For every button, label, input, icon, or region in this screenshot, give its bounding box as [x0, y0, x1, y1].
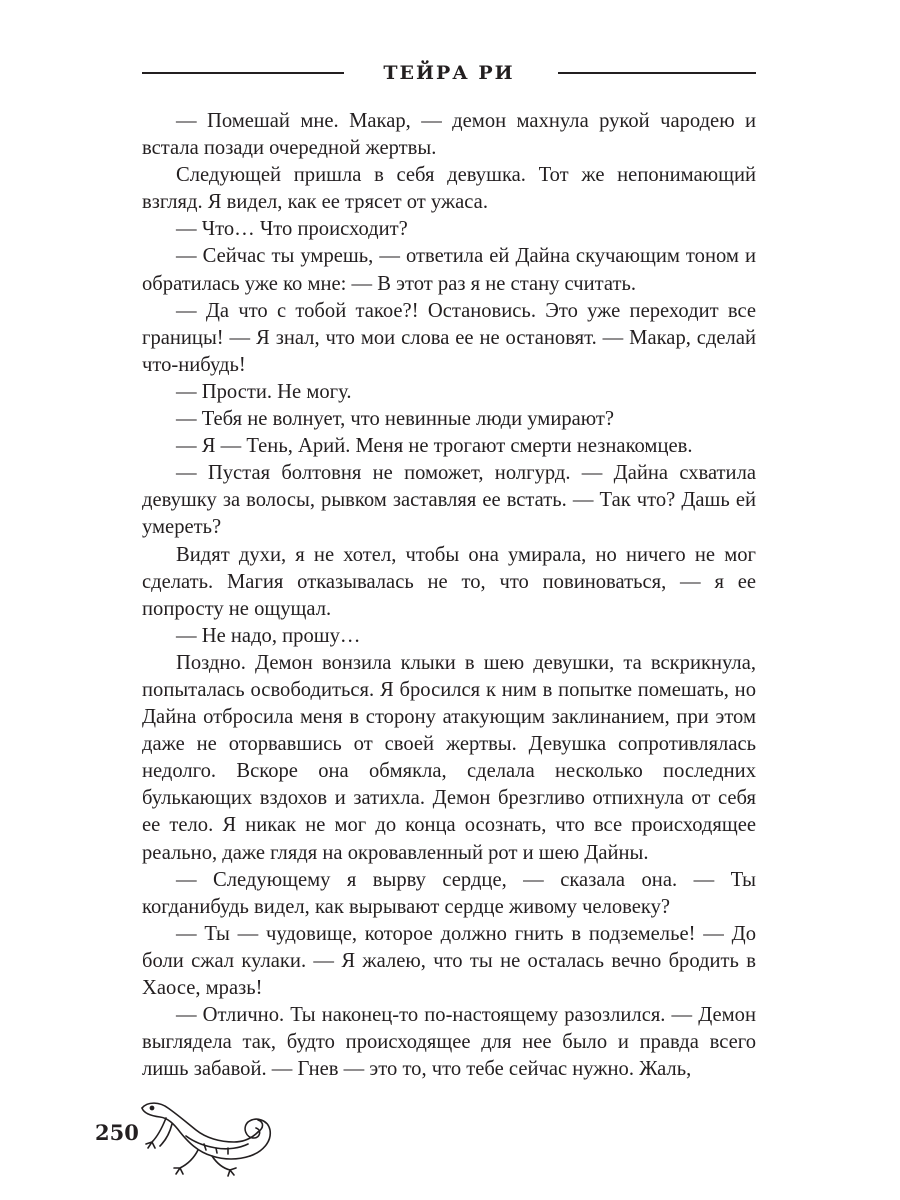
paragraph: — Да что с тобой такое?! Остановись. Это уже переходит все границы! — Я знал, что мои слова ее не остановят. — Макар, сделай что-нибудь!	[142, 299, 756, 376]
running-title: ТЕЙРА РИ	[383, 62, 515, 84]
paragraph: — Я — Тень, Арий. Меня не трогают смерти незнакомцев.	[176, 435, 693, 458]
lizard-icon	[138, 1098, 278, 1180]
paragraph: — Ты — чудовище, которое должно гнить в подземелье! — До боли сжал кулаки. — Я жалею, что ты не осталась вечно бродить в Хаосе, мразь!	[142, 922, 756, 999]
page-number: 250	[95, 1120, 139, 1145]
paragraph: Следующей пришла в себя девушка. Тот же непонимающий взгляд. Я видел, как ее трясет от ужаса.	[142, 164, 756, 214]
header-rule-right	[558, 72, 756, 74]
paragraph: — Сейчас ты умрешь, — ответила ей Дайна скучающим тоном и обратилась уже ко мне: — В этот раз я не стану считать.	[142, 245, 756, 295]
paragraph: — Следующему я вырву сердце, — сказала она. — Ты когданибудь видел, как вырывают сердце живому человеку?	[142, 868, 756, 918]
running-header	[142, 58, 756, 88]
paragraph: — Помешай мне. Макар, — демон махнула рукой чародею и встала позади очередной жертвы.	[142, 110, 756, 160]
paragraph: — Что… Что происходит?	[176, 218, 408, 241]
paragraph: — Отлично. Ты наконец-то по-настоящему разозлился. — Демон выглядела так, будто происходящее для нее было и правда всего лишь забавой. — Гнев — это то, что тебе сейчас нужно. Жаль,	[142, 1004, 756, 1081]
paragraph: — Прости. Не могу.	[176, 380, 352, 403]
paragraph: Видят духи, я не хотел, чтобы она умирала, но ничего не мог сделать. Магия отказывалась не то, что повиноваться, — я ее попросту не ощущал.	[142, 543, 756, 620]
paragraph: — Не надо, прошу…	[176, 624, 361, 647]
paragraph: — Тебя не волнует, что невинные люди умирают?	[176, 408, 615, 431]
body-text	[142, 108, 756, 1083]
paragraph: — Пустая болтовня не поможет, нолгурд. — Дайна схватила девушку за волосы, рывком заставляя ее встать. — Так что? Дашь ей умереть?	[142, 462, 756, 539]
paragraph: Поздно. Демон вонзила клыки в шею девушки, та вскрикнула, попыталась освободиться. Я бросился к ним в попытке помешать, но Дайна отбросила меня в сторону атакующим заклинанием, при этом даже не оторвавшись от своей жертвы. Девушка сопротивлялась недолго. Вскоре она обмякла, сделала несколько последних булькающих вздохов и затихла. Демон брезгливо отпихнула от себя ее тело. Я никак не мог до конца осознать, что все происходящее реально, даже глядя на окровавленный рот и шею Дайны.	[142, 651, 756, 864]
